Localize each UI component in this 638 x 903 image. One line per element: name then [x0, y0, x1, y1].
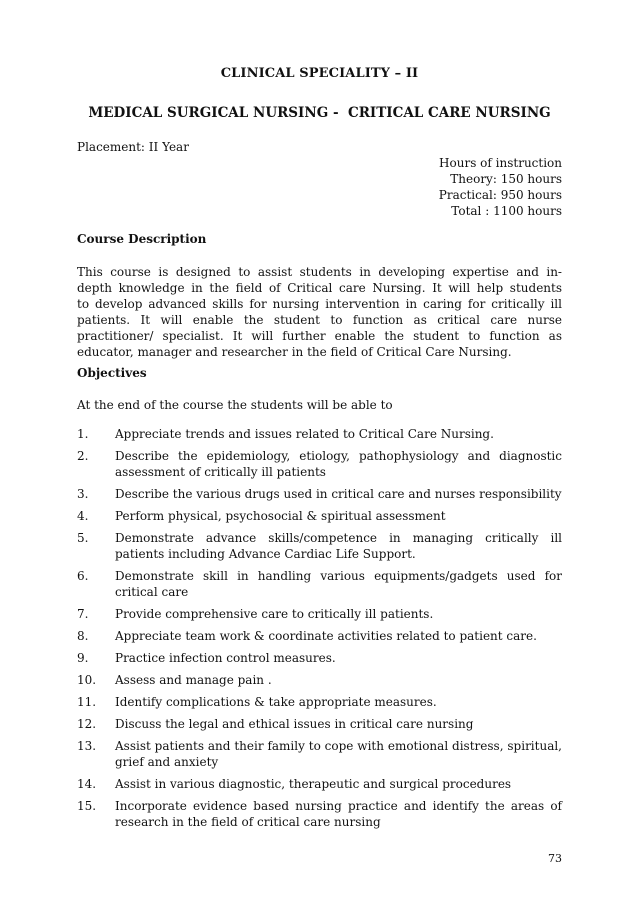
- item-number: 15.: [77, 799, 97, 813]
- list-item: [77, 508, 562, 524]
- item-text: Incorporate evidence based nursing practice and identify the areas of research in the field of critical care nursing: [115, 799, 562, 829]
- item-text: Provide comprehensive care to critically ill patients.: [115, 607, 434, 621]
- item-number: 12.: [77, 717, 97, 731]
- document-page: [77, 0, 562, 903]
- list-item: [77, 448, 562, 480]
- list-item: [77, 530, 562, 562]
- item-text: Identify complications & take appropriate measures.: [115, 695, 437, 709]
- list-item: [77, 672, 562, 688]
- document-title: CLINICAL SPECIALITY – II: [220, 66, 419, 81]
- objectives-list: [77, 426, 562, 830]
- list-item: [77, 486, 562, 502]
- item-number: 14.: [77, 777, 97, 791]
- list-item: [77, 776, 562, 792]
- item-text: Appreciate team work & coordinate activities related to patient care.: [115, 629, 537, 643]
- item-number: 8.: [77, 629, 89, 643]
- item-text: Describe the epidemiology, etiology, pathophysiology and diagnostic assessment of critically ill patients: [115, 449, 562, 479]
- list-item: [77, 798, 562, 830]
- course-description-heading: Course Description: [77, 232, 207, 246]
- hours-of-instruction: [439, 155, 562, 219]
- list-item: [77, 606, 562, 622]
- description-line: practitioner/ specialist. It will further enable the student to function as: [77, 329, 562, 343]
- list-item: [77, 650, 562, 666]
- list-item: [77, 568, 562, 600]
- description-line: to develop advanced skills for nursing intervention in caring for critically ill: [77, 297, 562, 311]
- item-text: Assess and manage pain .: [115, 673, 272, 687]
- document-subtitle: MEDICAL SURGICAL NURSING - CRITICAL CARE NURSING: [88, 105, 551, 121]
- list-item: [77, 716, 562, 732]
- description-line: depth knowledge in the field of Critical care Nursing. It will help students: [77, 281, 562, 295]
- item-number: 7.: [77, 607, 89, 621]
- placement-text: Placement: II Year: [77, 140, 189, 154]
- hours-practical: Practical: 950 hours: [438, 188, 562, 202]
- item-number: 3.: [77, 487, 89, 501]
- item-text: Demonstrate skill in handling various equipments/gadgets used for critical care: [115, 569, 562, 599]
- item-text: Perform physical, psychosocial & spiritual assessment: [115, 509, 446, 523]
- item-number: 5.: [77, 531, 89, 545]
- objectives-intro: At the end of the course the students will be able to: [77, 398, 393, 412]
- list-item: [77, 694, 562, 710]
- description-line: patients. It will enable the student to function as critical care nurse: [77, 313, 562, 327]
- item-text: Assist patients and their family to cope with emotional distress, spiritual, grief and anxiety: [115, 739, 562, 769]
- objectives-heading: Objectives: [77, 366, 147, 380]
- item-number: 9.: [77, 651, 89, 665]
- list-item: [77, 426, 562, 442]
- item-number: 10.: [77, 673, 97, 687]
- hours-heading: Hours of instruction: [439, 156, 562, 170]
- description-line: This course is designed to assist students in developing expertise and in-: [77, 265, 562, 279]
- list-item: [77, 738, 562, 770]
- item-text: Discuss the legal and ethical issues in critical care nursing: [115, 717, 474, 731]
- item-number: 1.: [77, 427, 89, 441]
- hours-total: Total : 1100 hours: [451, 204, 562, 218]
- item-number: 4.: [77, 509, 89, 523]
- item-number: 11.: [77, 695, 97, 709]
- item-text: Appreciate trends and issues related to Critical Care Nursing.: [115, 427, 494, 441]
- hours-theory: Theory: 150 hours: [450, 172, 562, 186]
- item-number: 6.: [77, 569, 89, 583]
- item-text: Assist in various diagnostic, therapeutic and surgical procedures: [115, 777, 512, 791]
- list-item: [77, 628, 562, 644]
- item-number: 2.: [77, 449, 89, 463]
- item-number: 13.: [77, 739, 97, 753]
- item-text: Demonstrate advance skills/competence in managing critically ill patients including Advance Cardiac Life Support.: [115, 531, 562, 561]
- item-text: Describe the various drugs used in critical care and nurses responsibility: [115, 487, 562, 501]
- item-text: Practice infection control measures.: [115, 651, 336, 665]
- description-line: educator, manager and researcher in the field of Critical Care Nursing.: [77, 345, 512, 359]
- page-number: 73: [548, 852, 562, 865]
- course-description-body: [77, 264, 562, 360]
